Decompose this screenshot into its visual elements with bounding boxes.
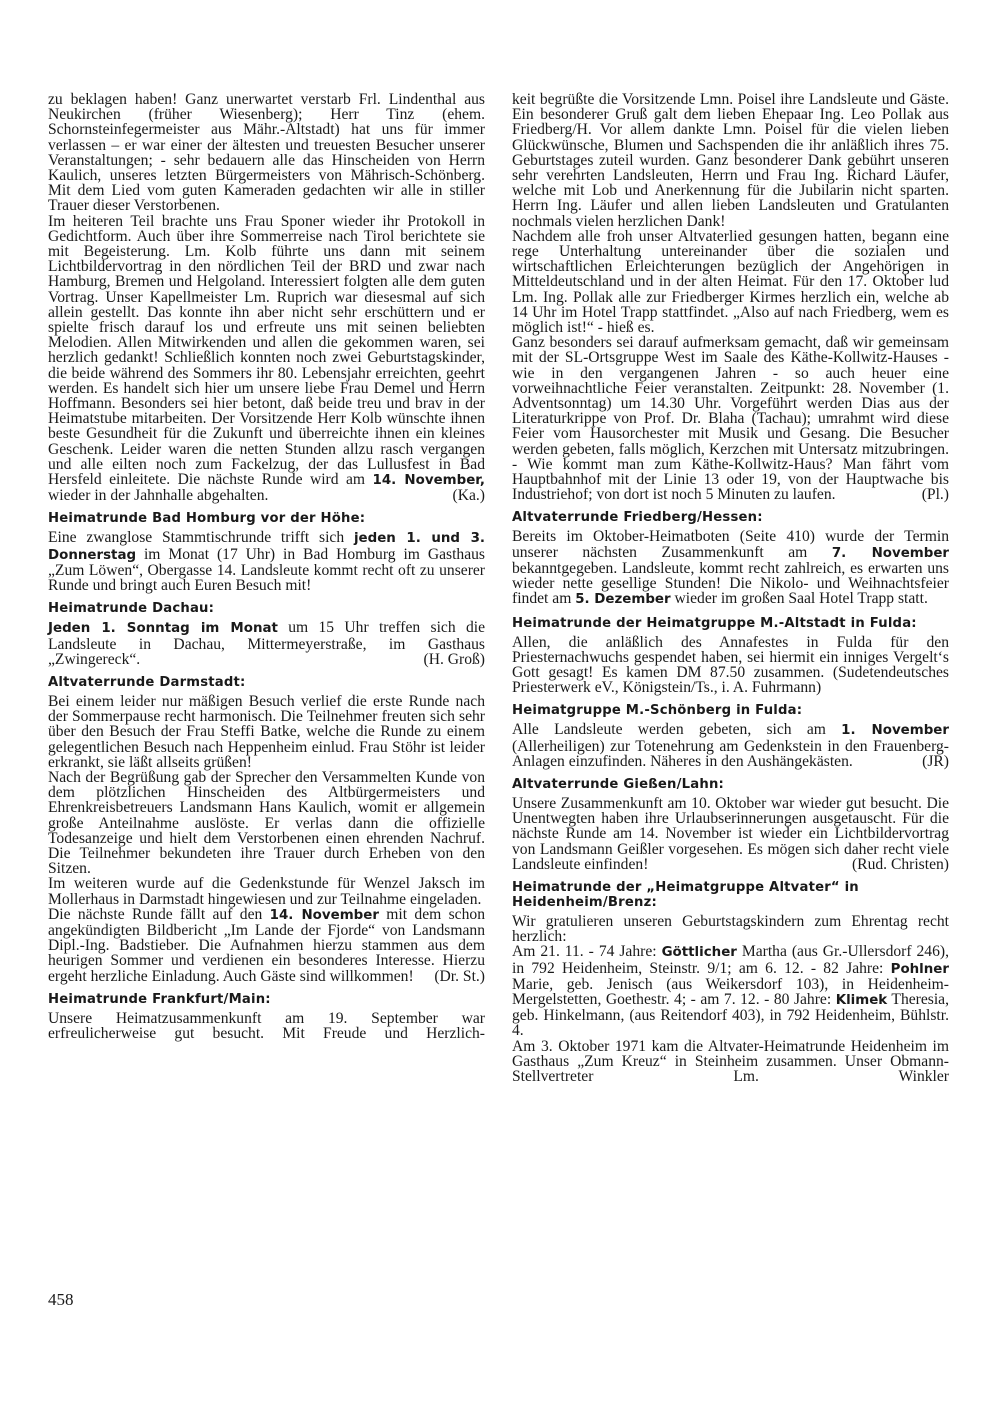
signature: (Ka.) [452, 487, 485, 505]
text: Marie, geb. Jenisch (aus Weikersdorf 103), in Heidenheim-Mergelstetten, Goethestr. 4; - am 7. 12. - 80 Jahre: [512, 975, 949, 1008]
paragraph: Allen, die anläßlich des Annafestes in Fulda für den Priesternachwuchs gespendet haben, sei hiermit ein inniges Vergelt‘s Gott gesagt! Es kamen DM 87.50 zusammen. (Sudetendeutsches Priesterwerk eV., Königstein/Ts., i. A. Fuhrmann) [512, 633, 949, 697]
section-heading: Heimatrunde Bad Homburg vor der Höhe: [48, 511, 366, 527]
section-heading: Altvaterrunde Gießen/Lahn: [512, 776, 725, 792]
text: Am 21. 11. - 74 Jahre: [512, 943, 662, 961]
bold-name: Göttlicher [661, 945, 737, 961]
text: Die nächste Runde fällt auf den [48, 905, 270, 923]
bold-date: Jeden 1. Sonntag im Monat [48, 621, 278, 637]
text: mit dem schon angekündigten Bildbericht „Im Lande der Fjorde“ von Landsmann Dipl.-Ing. Badstieber. Die Aufnahmen hierzu stammen aus dem heurigen Sommer und verdienen ein besonderes Interesse. Hierzu ergeht herzliche Einladung. Auch Gäste sind willkommen! [48, 905, 485, 985]
paragraph: Nach der Begrüßung gab der Sprecher den Versammelten Kunde von dem plötzlichen Hinscheiden des Altbürgermeisters und Ehrenkreisbetreuers Landsmann Hans Kaulich, womit er allgemein große Anteilnahme auslöste. Er verlas dann die offizielle Todesanzeige und hielt dem Verstorbenen einen ehrenden Nachruf. Die Teilnehmer bekundeten ihre Trauer durch Erheben von den Sitzen. [48, 768, 485, 878]
section-heading: Altvaterrunde Friedberg/Hessen: [512, 510, 763, 526]
section-heading: Heimatrunde der „Heimatgruppe Altvater“ in Heidenheim/Brenz: [512, 879, 859, 910]
signature: (H. Groß) [423, 650, 485, 668]
text: Martha (aus Gr.-Ullersdorf 246), in 792 Heidenheim, Steinstr. 9/1; am 6. 12. - 82 Jahre: [512, 943, 949, 977]
bold-date: 7. November [831, 545, 950, 561]
text: Eine zwanglose Stammtischrunde trifft sich [48, 529, 354, 547]
section-heading: Heimatrunde der Heimatgruppe M.-Altstadt in Fulda: [512, 615, 917, 631]
text: Alle Landsleute werden gebeten, sich am [512, 721, 842, 739]
paragraph [512, 335, 949, 502]
text: bekanntgegeben. Landsleute, kommt recht zahlreich, es erwarten uns wieder nette gesellige Stunden! Die Nikolo- und Weihnachtsfeier findet am [512, 559, 949, 608]
bold-name: Pohlner [890, 961, 949, 977]
text: im Monat (17 Uhr) in Bad Homburg im Gasthaus „Zum Löwen“, Obergasse 14. Landsleute kommt recht oft zu unserer Runde und bringt auch Euren Besuch mit! [48, 545, 485, 595]
text: Ganz besonders sei darauf aufmerksam gemacht, daß wir gemeinsam mit der SL-Ortsgruppe West im Saale des Käthe-Kollwitz-Hauses - wie in den vergangenen Jahren - so auch heuer eine vorweihnachtliche Feier veranstalten. Zeitpunkt: 28. November (1. Adventsonntag) um 14.30 Uhr. Vorgeführt werden Dias aus der Literaturkrippe von Prof. Dr. Blaha (Tachau); umrahmt wird diese Feier vom Hausorchester mit Musik und Gesang. Die Besucher werden gebeten, falls möglich, Kerzchen mit Untersatz mitzubringen. - Wie kommt man zum Käthe-Kollwitz-Haus? Man fährt vom Hauptbahnhof mit der Linie 13 oder 19, von der Hauptwache bis Industriehof; von dort ist noch 5 Minuten zu laufen. [512, 334, 949, 504]
right-column [512, 92, 949, 1084]
section-heading: Heimatrunde Frankfurt/Main: [48, 991, 271, 1007]
bold-name: Klimek [835, 992, 888, 1008]
text: um 15 Uhr treffen sich die Landsleute in Dachau, Mittermeyerstraße, im Gasthaus „Zwingereck“. [48, 619, 485, 668]
page-number: 458 [48, 1290, 74, 1309]
paragraph [512, 796, 949, 872]
bold-date: 1. November [841, 723, 949, 739]
paragraph [48, 907, 485, 984]
text: Unsere Zusammenkunft am 10. Oktober war wieder gut besucht. Die Unentwegten haben ihre Urlaubserinnerungen ausgetauscht. Für die nächste Runde am 14. November ist wieder ein Lichtbildervortrag von Landsmann Geißler vorgesehen. Es mögen sich daher recht viele Landsleute einfinden! [512, 794, 949, 873]
paragraph: Nachdem alle froh unser Altvaterlied gesungen hatten, begann eine rege Unterhaltung untereinander über die sozialen und wirtschaftlichen Erleichterungen bezüglich der Angehörigen in Mitteldeutschland und in der alten Heimat. Für den 17. Oktober lud Lm. Ing. Pollak alle zur Friedberger Kirmes herzlich ein, welche ab 14 Uhr im Hotel Trapp stattfindet. „Also auf nach Friedberg, wem es möglich ist!“ - hieß es. [512, 227, 949, 337]
section-heading: Heimatrunde Dachau: [48, 601, 215, 617]
section-heading: Altvaterrunde Darmstadt: [48, 674, 246, 690]
paragraph [48, 620, 485, 667]
signature: (JR) [922, 752, 949, 770]
text: Theresia, geb. Hinkelmann, (aus Reitendorf 403), in 792 Heidenheim, Bühlstr. 4. [512, 990, 949, 1040]
paragraph [48, 530, 485, 593]
bold-date: jeden 1. und 3. Donnerstag [48, 531, 485, 563]
signature: (Rud. Christen) [851, 855, 949, 873]
paragraph: keit begrüßte die Vorsitzende Lmn. Poisel ihre Landsleute und Gäste. Ein besonderer Gruß galt dem lieben Ehepaar Ing. Leo Pollak aus Friedberg/H. Vor allem dankte Lmn. Poisel für die vielen lieben Glückwünsche, Blumen und Sachspenden die ihr anläßlich ihres 75. Geburtstages zuteil wurden. Ganz besonderer Dank gebührt unseren sehr verehrten Landsleuten, Herrn und Frau Ing. Richard Läufer, welche mit Lob und Anerkennung für die Jubilarin nicht sparten. Herrn Ing. Läufer und allen lieben Landsleuten und Gratulanten nochmals vielen herzlichen Dank! [512, 91, 949, 230]
bold-date: 14. November [269, 907, 379, 923]
paragraph: Bei einem leider nur mäßigen Besuch verlief die erste Runde nach der Sommerpause recht harmonisch. Die Teilnehmer freuten sich sehr über den Besuch der Frau Steffi Batke, welche die Runde zu einem gelegentlichen Besuch nach Heppenheim einlud. Frau Stöhr ist leider erkrankt, sie läßt allseits grüßen! [48, 692, 485, 771]
paragraph: zu beklagen haben! Ganz unerwartet verstarb Frl. Lindenthal aus Neukirchen (früher Wiesenberg); Herr Tinz (ehem. Schornsteinfegermeister aus Mähr.-Altstadt) hat uns für immer verlassen – er war einer der ältesten und treuesten Besucher unserer Veranstaltungen; - sehr bedauern alle das Hinscheiden von Herrn Kaulich, unseres letzten Bürgermeisters von Mährisch-Schönberg. Mit dem Lied vom guten Kameraden gedachten wir alle in stiller Trauer dieser Verstorbenen. [48, 91, 485, 215]
bold-date: 5. Dezember [575, 592, 671, 608]
signature: (Pl.) [921, 486, 949, 504]
text: Im heiteren Teil brachte uns Frau Sponer wieder ihr Protokoll in Gedichtform. Auch über ihre Sommerreise nach Tirol berichtete sie mit Begeisterung. Lm. Kolb führte uns dann mit seinem Lichtbildervortrag in den nördlichen Teil der BRD und zwar nach Hamburg, Bremen und Helgoland. Interessiert folgten alle dem guten Vortrag. Unser Kapellmeister Lm. Ruprich war diesesmal auf sich allein gestellt. Das konnte ihn aber nicht sehr erschüttern und er spielte frisch darauf los und erfreute uns mit seinen beliebten Melodien. Allen Mitwirkenden und allen die gekommen waren, sei herzlich gedankt! Schließlich konnten noch zwei Geburtstagskinder, die beide während des Sommers ihr 80. Lebensjahr erreichten, geehrt werden. Es handelt sich hier um unsere liebe Frau Demel und Herrn Hoffmann. Besonders sei hier betont, daß beide treu und brav in der Heimatstube mitarbeiten. Der Vorsitzende Herr Kolb wünschte ihnen beste Gesundheit für die Zukunft und überreichte ihnen ein kleines Geschenk. Leider waren die netten Stunden allzu rasch vergangen und alle eilten noch zum Fackelzug, der das Lullusfest in Bad Hersfeld einleitete. Die nächste Runde wird am [48, 212, 485, 489]
left-column [48, 92, 485, 1041]
section-heading: Heimatgruppe M.-Schönberg in Fulda: [512, 703, 803, 719]
paragraph: Wir gratulieren unseren Geburtstagskindern zum Ehrentag recht herzlich: [512, 912, 949, 946]
paragraph [512, 944, 949, 1038]
paragraph: Im weiteren wurde auf die Gedenkstunde für Wenzel Jaksch im Mollerhaus in Darmstadt hingewiesen und zur Teilnahme eingeladen. [48, 875, 485, 908]
text: wieder in der Jahnhalle abgehalten. [48, 487, 269, 505]
text: (Allerheiligen) zur Totenehrung am Gedenkstein in den Frauenberg-Anlagen einzufinden. Näheres in den Aushängekästen. [512, 737, 949, 770]
signature: (Dr. St.) [434, 967, 485, 985]
paragraph: Am 3. Oktober 1971 kam die Altvater-Heimatrunde Heidenheim im Gasthaus „Zum Kreuz“ in Steinheim zusammen. Unser Obmann-Stellvertreter Lm. Winkler [512, 1037, 949, 1085]
paragraph: Unsere Heimatzusammenkunft am 19. September war erfreulicherweise gut besucht. Mit Freude und Herzlich- [48, 1009, 485, 1042]
paragraph [512, 529, 949, 607]
text: Bereits im Oktober-Heimatboten (Seite 410) wurde der Termin unserer nächsten Zusammenkunft am [512, 528, 949, 561]
text: wieder im großen Saal Hotel Trapp statt. [670, 590, 928, 608]
paragraph [512, 722, 949, 769]
bold-date: 14. November, [372, 473, 485, 489]
paragraph [48, 214, 485, 504]
